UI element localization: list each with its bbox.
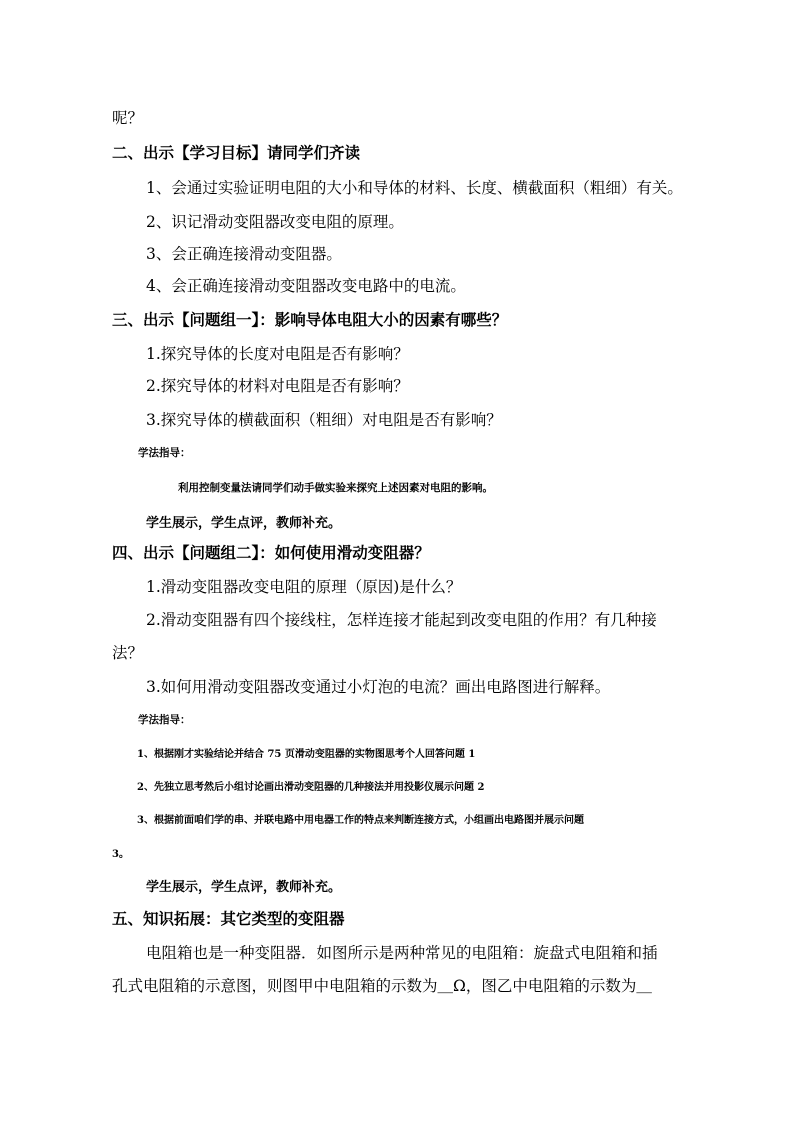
- learning-goal-4: 4、会正确连接滑动变阻器改变电路中的电流。: [146, 277, 466, 295]
- question-group-1-item-2: 2.探究导体的材料对电阻是否有影响？: [146, 377, 409, 395]
- question-group-1-item-1: 1.探究导体的长度对电阻是否有影响？: [146, 345, 409, 363]
- learning-goal-2: 2、识记滑动变阻器改变电阻的原理。: [146, 213, 404, 231]
- section-2-heading: 二、出示【学习目标】请同学们齐读: [112, 143, 361, 162]
- student-presentation-note: 学生展示，学生点评，教师补充。: [146, 516, 342, 531]
- study-guide-item-2: 2、先独立思考然后小组讨论画出滑动变阻器的几种接法并用投影仪展示问题 2: [137, 782, 485, 793]
- question-group-2-item-2-continuation: 法？: [112, 644, 144, 662]
- resistance-box-paragraph-continuation: 孔式电阻箱的示意图，则图甲中电阻箱的示数为＿Ω，图乙中电阻箱的示数为＿: [112, 977, 652, 995]
- study-guide-item-3: 3、根据前面咱们学的串、并联电路中用电器工作的特点来判断连接方式，小组画出电路图并展示问题: [137, 815, 584, 826]
- study-guide-label: 学法指导：: [138, 447, 191, 459]
- question-group-2-item-2: 2.滑动变阻器有四个接线柱，怎样连接才能起到改变电阻的作用？有几种接: [146, 611, 657, 629]
- study-guide-text: 利用控制变量法请同学们动手做实验来探究上述因素对电阻的影响。: [178, 482, 493, 494]
- section-4-heading: 四、出示【问题组二】：如何使用滑动变阻器？: [112, 543, 430, 562]
- question-group-1-item-3: 3.探究导体的横截面积（粗细）对电阻是否有影响？: [146, 411, 502, 429]
- question-group-2-item-1: 1.滑动变阻器改变电阻的原理（原因)是什么？: [146, 578, 462, 596]
- resistance-box-paragraph: 电阻箱也是一种变阻器．如图所示是两种常见的电阻箱：旋盘式电阻箱和插: [146, 944, 658, 962]
- study-guide-item-3-continuation: 3。: [112, 849, 129, 860]
- section-5-heading: 五、知识拓展：其它类型的变阻器: [112, 909, 345, 928]
- study-guide-item-1: 1、根据刚才实验结论并结合 75 页滑动变阻器的实物图思考个人回答问题 1: [137, 749, 476, 760]
- student-presentation-note: 学生展示，学生点评，教师补充。: [146, 880, 342, 895]
- section-3-heading: 三、出示【问题组一】：影响导体电阻大小的因素有哪些？: [112, 310, 508, 329]
- learning-goal-3: 3、会正确连接滑动变阻器。: [146, 245, 342, 263]
- paragraph-continuation: 呢？: [112, 109, 144, 127]
- learning-goal-1: 1、会通过实验证明电阻的大小和导体的材料、长度、横截面积（粗细）有关。: [146, 179, 683, 197]
- study-guide-label: 学法指导：: [138, 714, 191, 726]
- question-group-2-item-3: 3.如何用滑动变阻器改变通过小灯泡的电流？画出电路图进行解释。: [146, 678, 611, 696]
